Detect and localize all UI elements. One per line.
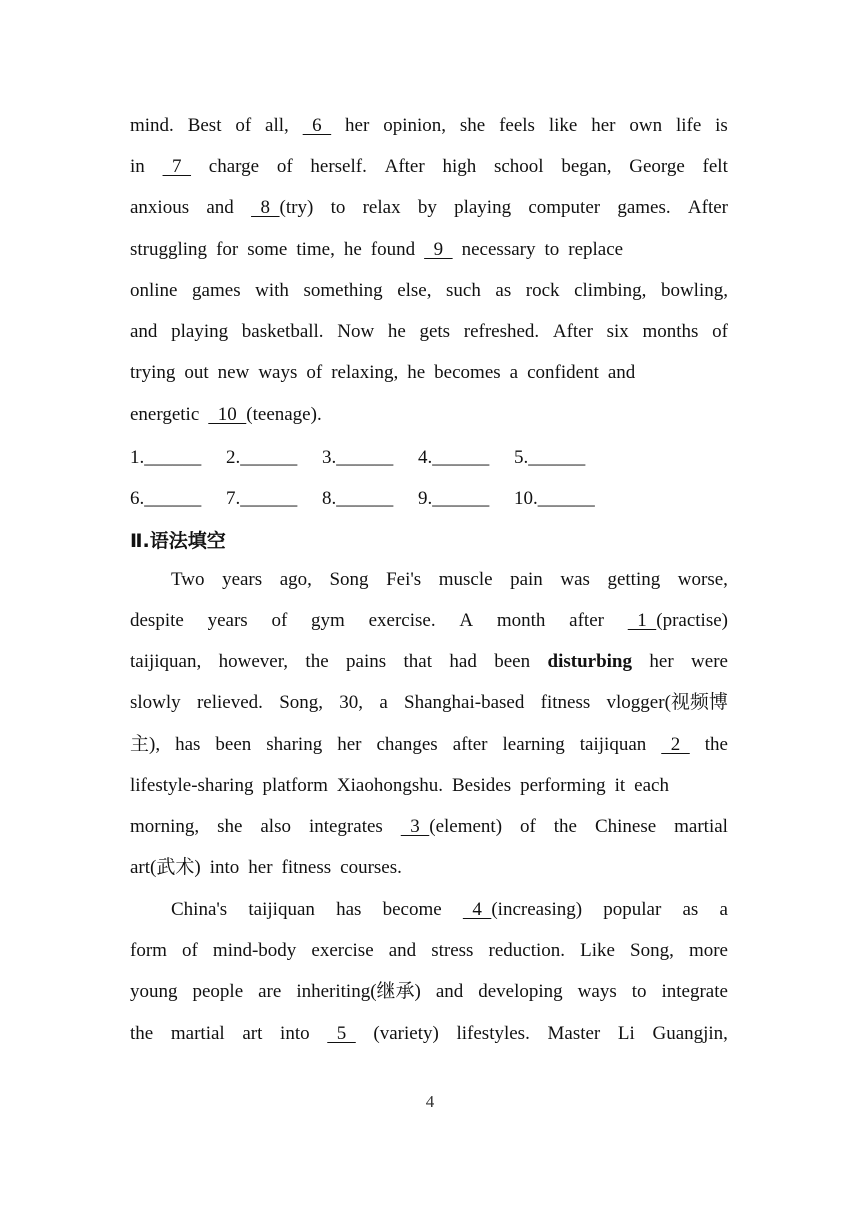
word: her xyxy=(337,734,362,755)
word: integrates xyxy=(308,816,383,837)
word: he xyxy=(387,321,406,342)
word: relax xyxy=(362,197,401,218)
word: games. xyxy=(617,197,671,218)
word: and xyxy=(607,362,636,383)
word: stress xyxy=(431,940,474,961)
word: basketball. xyxy=(241,321,324,342)
word: lifestyles. xyxy=(456,1023,530,1044)
answer-slot: 5.______ xyxy=(514,447,586,468)
word: Shanghai-based xyxy=(404,692,525,713)
word: integrate xyxy=(661,981,728,1002)
word: the xyxy=(305,651,329,672)
word: each xyxy=(634,775,669,796)
passage-two-line-12 xyxy=(130,1022,728,1046)
word: it xyxy=(614,775,626,796)
word: some xyxy=(247,239,288,260)
passage-two-line-1 xyxy=(171,568,728,592)
word: (variety) xyxy=(373,1023,439,1044)
word: months xyxy=(642,321,699,342)
word: platform xyxy=(262,775,328,796)
word: Guangjin, xyxy=(652,1023,728,1044)
word: become xyxy=(382,899,442,920)
word: month xyxy=(496,610,546,631)
passage-two-line-8 xyxy=(130,856,728,880)
word: fitness xyxy=(540,692,591,713)
word: to xyxy=(330,197,346,218)
word: people xyxy=(192,981,244,1002)
word: like xyxy=(548,115,578,136)
passage-one-line-6 xyxy=(130,320,728,344)
word: ways xyxy=(258,362,298,383)
passage-two-line-11 xyxy=(130,980,728,1004)
word: school xyxy=(493,156,544,177)
word: life xyxy=(675,115,702,136)
word: her xyxy=(345,115,370,136)
word: more xyxy=(688,940,728,961)
answer-blank: 9 xyxy=(424,239,453,260)
blank-group xyxy=(401,815,502,839)
word: Like xyxy=(580,940,615,961)
word: taijiquan xyxy=(579,734,647,755)
word: after xyxy=(569,610,604,631)
word: reduction. xyxy=(488,940,566,961)
word: Master xyxy=(547,1023,601,1044)
answer-slot: 6.______ xyxy=(130,488,202,509)
word: began, xyxy=(561,156,612,177)
word: mind-body xyxy=(212,940,297,961)
word: she xyxy=(459,115,486,136)
word: confident xyxy=(527,362,599,383)
word: and xyxy=(130,321,158,342)
word: art xyxy=(242,1023,263,1044)
answer-slot: 10.______ xyxy=(514,488,595,509)
word: in xyxy=(130,156,145,177)
word: after xyxy=(452,734,488,755)
word: taijiquan xyxy=(248,899,315,920)
word: been xyxy=(215,734,252,755)
blank-group xyxy=(303,114,332,138)
word: and xyxy=(435,981,464,1002)
word: to xyxy=(544,239,560,260)
word: to xyxy=(631,981,647,1002)
word: Besides xyxy=(451,775,512,796)
passage-two-line-7 xyxy=(130,815,728,839)
word: pain xyxy=(510,569,543,590)
word: time, xyxy=(296,239,335,260)
word: felt xyxy=(702,156,728,177)
word: found xyxy=(370,239,416,260)
word: playing xyxy=(171,321,229,342)
word: slowly xyxy=(130,692,181,713)
word-hint: (try) xyxy=(279,197,314,218)
word: changes xyxy=(376,734,438,755)
passage-two-line-9 xyxy=(171,898,728,922)
word: was xyxy=(560,569,590,590)
word: for xyxy=(216,239,239,260)
word: taijiquan, xyxy=(130,651,202,672)
answer-slot: 4.______ xyxy=(418,447,490,468)
passage-one-line-1 xyxy=(130,114,728,138)
passage-one-line-7 xyxy=(130,361,728,385)
answer-blank: 4 xyxy=(462,899,492,920)
word: developing xyxy=(478,981,563,1002)
word: After xyxy=(384,156,425,177)
word: despite xyxy=(130,610,184,631)
word: of xyxy=(182,940,198,961)
word: is xyxy=(715,115,728,136)
word: into xyxy=(209,857,240,878)
word: years xyxy=(222,569,263,590)
word: opinion, xyxy=(383,115,446,136)
word: necessary xyxy=(461,239,536,260)
word: becomes xyxy=(434,362,501,383)
word: the xyxy=(704,734,728,755)
word: new xyxy=(217,362,250,383)
word: however, xyxy=(218,651,289,672)
word: 主), xyxy=(130,734,161,755)
word: vlogger(视频博 xyxy=(606,692,728,713)
bold-word: disturbing xyxy=(547,651,632,672)
word: pains xyxy=(346,651,387,672)
word: Song, xyxy=(630,940,674,961)
word: Chinese xyxy=(594,816,657,837)
word: and xyxy=(206,197,234,218)
word: learning xyxy=(502,734,565,755)
word: anxious xyxy=(130,197,190,218)
word: martial xyxy=(674,816,728,837)
word: climbing, xyxy=(574,280,647,301)
answer-blank: 5 xyxy=(327,1023,356,1044)
word: the xyxy=(130,1023,154,1044)
word-hint: (increasing) xyxy=(491,899,583,920)
word: she xyxy=(217,816,243,837)
word: her xyxy=(248,857,273,878)
word: courses. xyxy=(340,857,402,878)
word: as xyxy=(682,899,699,920)
word: and xyxy=(388,940,417,961)
word: herself. xyxy=(310,156,367,177)
word: he xyxy=(407,362,426,383)
word: young xyxy=(130,981,178,1002)
section-title: Ⅱ.语法填空 xyxy=(130,530,226,552)
blank-group xyxy=(463,898,582,922)
word: Song, xyxy=(279,692,324,713)
word: else, xyxy=(397,280,432,301)
word: has xyxy=(336,899,362,920)
word: martial xyxy=(170,1023,225,1044)
word: of xyxy=(235,115,252,136)
word: Fei's xyxy=(386,569,422,590)
answer-row-2 xyxy=(130,487,610,511)
word: a xyxy=(509,362,519,383)
answer-blank: 7 xyxy=(162,156,192,177)
answer-slot: 3.______ xyxy=(322,447,394,468)
word: six xyxy=(606,321,629,342)
word: morning, xyxy=(130,816,200,837)
answer-slot: 7.______ xyxy=(226,488,298,509)
word: Now xyxy=(337,321,375,342)
passage-one-line-2 xyxy=(130,155,728,179)
passage-two-line-2 xyxy=(130,609,728,633)
word: as xyxy=(495,280,512,301)
answer-blank: 1 xyxy=(627,610,657,631)
word: China's xyxy=(171,899,228,920)
word: inheriting(继承) xyxy=(296,981,421,1002)
word: also xyxy=(260,816,291,837)
word: gym xyxy=(311,610,345,631)
word: energetic xyxy=(130,404,200,425)
word: 30, xyxy=(339,692,364,713)
blank-group xyxy=(424,238,453,262)
word: a xyxy=(379,692,388,713)
word: such xyxy=(446,280,481,301)
word: After xyxy=(687,197,728,218)
passage-one-line-8 xyxy=(130,403,728,427)
word: struggling xyxy=(130,239,208,260)
passage-one-line-4 xyxy=(130,238,728,262)
word: that xyxy=(403,651,433,672)
word: lifestyle-sharing xyxy=(130,775,254,796)
passage-one-line-3 xyxy=(130,196,728,220)
word: exercise xyxy=(311,940,374,961)
word: of xyxy=(520,816,536,837)
word: fitness xyxy=(281,857,332,878)
passage-two-line-6 xyxy=(130,774,728,798)
word: worse, xyxy=(677,569,728,590)
blank-group xyxy=(661,733,690,757)
word: of xyxy=(712,321,728,342)
word: performing xyxy=(520,775,606,796)
answer-slot: 9.______ xyxy=(418,488,490,509)
word: a xyxy=(719,899,728,920)
answer-slot: 1.______ xyxy=(130,447,202,468)
word: computer xyxy=(528,197,601,218)
word: A xyxy=(459,610,474,631)
word: After xyxy=(552,321,593,342)
answer-blank: 6 xyxy=(302,115,332,136)
answer-blank: 10 xyxy=(208,404,247,425)
word: her xyxy=(649,651,674,672)
word: her xyxy=(591,115,616,136)
word: Song xyxy=(329,569,369,590)
word: gets xyxy=(419,321,451,342)
word: exercise. xyxy=(368,610,436,631)
word: bowling, xyxy=(660,280,728,301)
word: ways xyxy=(577,981,617,1002)
word: of xyxy=(271,610,288,631)
word: Li xyxy=(617,1023,635,1044)
word: has xyxy=(175,734,201,755)
word: games xyxy=(192,280,241,301)
word: getting xyxy=(607,569,661,590)
answer-blank: 3 xyxy=(400,816,430,837)
word: Best xyxy=(187,115,222,136)
word: mind. xyxy=(130,115,174,136)
answer-blank: 2 xyxy=(661,734,690,755)
word: Two xyxy=(171,569,205,590)
passage-two-line-4 xyxy=(130,691,728,715)
word: of xyxy=(276,156,293,177)
word: trying xyxy=(130,362,176,383)
word: the xyxy=(553,816,577,837)
word: sharing xyxy=(266,734,323,755)
answer-slot: 2.______ xyxy=(226,447,298,468)
word: high xyxy=(442,156,477,177)
word-hint: (teenage). xyxy=(246,404,322,425)
answer-slot: 8.______ xyxy=(322,488,394,509)
word: refreshed. xyxy=(463,321,540,342)
word: muscle xyxy=(438,569,493,590)
word: online xyxy=(130,280,178,301)
page-number: 4 xyxy=(425,1092,435,1111)
word: rock xyxy=(525,280,560,301)
word: art(武术) xyxy=(130,857,201,878)
word: all, xyxy=(265,115,289,136)
word: been xyxy=(494,651,531,672)
word: by xyxy=(417,197,437,218)
blank-group xyxy=(163,155,192,179)
word: of xyxy=(306,362,323,383)
word: out xyxy=(184,362,209,383)
passage-one-line-5 xyxy=(130,279,728,303)
word: were xyxy=(691,651,728,672)
answer-blank: 8 xyxy=(251,197,280,218)
word: something xyxy=(303,280,383,301)
word-hint: (practise) xyxy=(656,610,728,631)
blank-group xyxy=(208,403,321,427)
word: years xyxy=(207,610,248,631)
word: charge xyxy=(208,156,260,177)
word: into xyxy=(280,1023,310,1044)
word: he xyxy=(343,239,362,260)
word: with xyxy=(255,280,289,301)
word: ago, xyxy=(279,569,312,590)
blank-group xyxy=(628,609,728,633)
word: George xyxy=(629,156,685,177)
word: relieved. xyxy=(196,692,263,713)
passage-two-line-3 xyxy=(130,650,728,674)
word-hint: (element) xyxy=(429,816,503,837)
word: playing xyxy=(454,197,512,218)
word: relaxing, xyxy=(331,362,399,383)
word: had xyxy=(449,651,477,672)
blank-group xyxy=(327,1022,356,1046)
word: popular xyxy=(603,899,662,920)
answer-row-1 xyxy=(130,446,610,470)
word: are xyxy=(258,981,282,1002)
blank-group xyxy=(251,196,313,220)
word: form xyxy=(130,940,167,961)
word: Xiaohongshu. xyxy=(336,775,443,796)
word: feels xyxy=(499,115,535,136)
passage-two-line-10 xyxy=(130,939,728,963)
word: replace xyxy=(568,239,624,260)
word: own xyxy=(629,115,663,136)
passage-two-line-5 xyxy=(130,733,728,757)
